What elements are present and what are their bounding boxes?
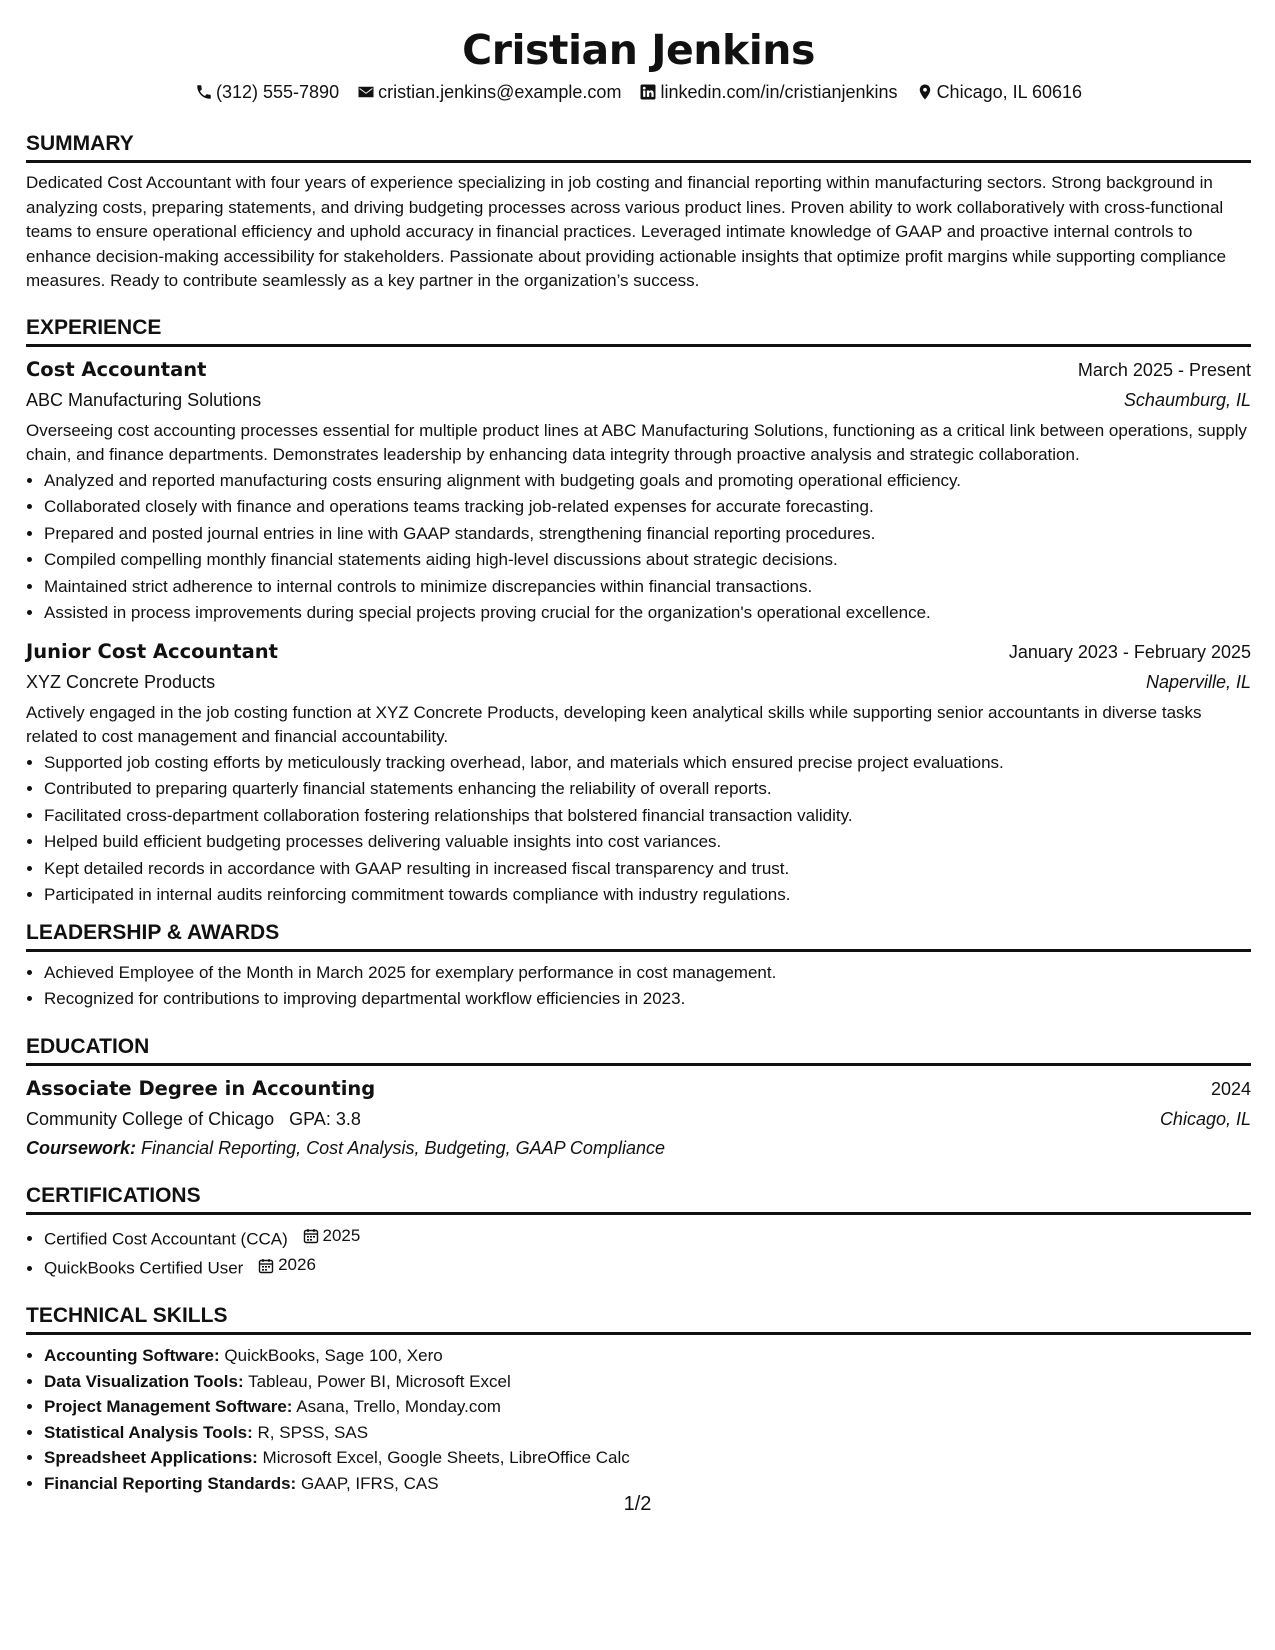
section-title: CERTIFICATIONS bbox=[26, 1182, 1251, 1215]
leadership-section bbox=[26, 919, 1251, 1013]
cert-name: QuickBooks Certified User bbox=[44, 1258, 244, 1278]
list-item: • Analyzed and reported manufacturing costs ensuring alignment with budgeting goals and promoting operational efficiency. bbox=[44, 468, 1251, 495]
linkedin-icon bbox=[639, 83, 657, 101]
section-title: SUMMARY bbox=[26, 130, 1251, 163]
skills-list bbox=[26, 1343, 1251, 1497]
education-section bbox=[26, 1033, 1251, 1162]
linkedin-text: linkedin.com/in/cristianjenkins bbox=[660, 82, 898, 102]
company-name: ABC Manufacturing Solutions bbox=[26, 389, 262, 410]
summary-section bbox=[26, 130, 1251, 294]
job-title: Junior Cost Accountant bbox=[26, 639, 278, 663]
calendar-icon bbox=[258, 1258, 274, 1274]
candidate-name: Cristian Jenkins bbox=[462, 26, 815, 74]
cert-date bbox=[258, 1252, 316, 1279]
coursework-line bbox=[26, 1134, 1251, 1162]
list-item: • Facilitated cross-department collaboration fostering relationships that bolstered financial transaction validity. bbox=[44, 803, 1251, 830]
contact-email[interactable] bbox=[357, 80, 621, 104]
summary-text: Dedicated Cost Accountant with four years of experience specializing in job costing and financial reporting within manufacturing sectors. Strong background in analyzing costs, preparing statements, and driving budgeting processes across various product lines. Proven ability to work collaboratively with cross-functional teams to ensure operational efficiency and uphold accuracy in financial practices. Leveraged intimate knowledge of GAAP and proactive internal controls to enhance decision-making accessibility for stakeholders. Passionate about providing actionable insights that optimize profit margins while supporting compliance measures. Ready to contribute seamlessly as a key partner in the organization’s success. bbox=[26, 173, 1227, 290]
skill-label: Project Management Software: bbox=[44, 1397, 293, 1417]
skill-value: Asana, Trello, Monday.com bbox=[296, 1397, 501, 1417]
school-line bbox=[26, 1104, 361, 1134]
coursework-label: Coursework: bbox=[26, 1137, 137, 1158]
skill-label: Data Visualization Tools: bbox=[44, 1371, 244, 1391]
list-item: • Achieved Employee of the Month in March 2025 for exemplary performance in cost management. bbox=[44, 960, 1251, 987]
contact-bar bbox=[26, 80, 1251, 104]
envelope-icon bbox=[357, 83, 375, 101]
coursework-list: Financial Reporting, Cost Analysis, Budgeting, GAAP Compliance bbox=[141, 1137, 665, 1158]
job-location: Schaumburg, IL bbox=[1123, 389, 1251, 410]
job-bullets bbox=[26, 750, 1251, 909]
skill-value: QuickBooks, Sage 100, Xero bbox=[224, 1346, 443, 1365]
list-item bbox=[44, 1394, 1251, 1420]
job-title: Cost Accountant bbox=[26, 357, 207, 381]
section-title: EXPERIENCE bbox=[26, 314, 1251, 347]
cert-date bbox=[303, 1223, 361, 1250]
skill-label: Financial Reporting Standards: bbox=[44, 1473, 297, 1493]
company-name: XYZ Concrete Products bbox=[26, 671, 216, 692]
list-item: • Helped build efficient budgeting processes delivering valuable insights into cost variances. bbox=[44, 829, 1251, 856]
email-text: cristian.jenkins@example.com bbox=[378, 82, 622, 102]
skill-value: Microsoft Excel, Google Sheets, LibreOffice Calc bbox=[262, 1448, 630, 1468]
job-dates: March 2025 - Present bbox=[1077, 359, 1251, 380]
list-item: • Kept detailed records in accordance with GAAP resulting in increased fiscal transparency and trust. bbox=[44, 856, 1251, 883]
skill-label: Accounting Software: bbox=[44, 1346, 220, 1365]
awards-list bbox=[26, 960, 1251, 1013]
list-item: • Assisted in process improvements during special projects proving crucial for the organization's operational excellence. bbox=[44, 600, 1251, 627]
list-item: • Compiled compelling monthly financial statements aiding high-level discussions about strategic decisions. bbox=[44, 547, 1251, 574]
job-description: Overseeing cost accounting processes essential for multiple product lines at ABC Manufacturing Solutions, functioning as a critical link between operations, supply chain, and finance departments. Demonstrates leadership by enhancing data integrity through proactive analysis and strategic collaboration. bbox=[26, 420, 1247, 464]
experience-section bbox=[26, 314, 1251, 909]
cert-year: 2025 bbox=[322, 1225, 361, 1245]
skill-value: Tableau, Power BI, Microsoft Excel bbox=[248, 1371, 511, 1391]
job-entry bbox=[26, 355, 1251, 627]
location-text: Chicago, IL 60616 bbox=[936, 82, 1083, 102]
gpa: GPA: 3.8 bbox=[289, 1108, 361, 1129]
section-title: TECHNICAL SKILLS bbox=[26, 1302, 1251, 1335]
certifications-list bbox=[26, 1223, 1251, 1283]
cert-year: 2026 bbox=[278, 1255, 316, 1275]
list-item bbox=[44, 1369, 1251, 1395]
graduation-year: 2024 bbox=[1210, 1078, 1251, 1099]
job-dates: January 2023 - February 2025 bbox=[1008, 641, 1251, 662]
skill-value: R, SPSS, SAS bbox=[257, 1422, 369, 1442]
skill-label: Statistical Analysis Tools: bbox=[44, 1422, 253, 1442]
list-item bbox=[44, 1420, 1251, 1446]
page-indicator: 1/2 bbox=[623, 1493, 652, 1515]
job-bullets bbox=[26, 468, 1251, 627]
section-title: LEADERSHIP & AWARDS bbox=[26, 919, 1251, 952]
contact-linkedin[interactable] bbox=[639, 80, 897, 104]
list-item: • Participated in internal audits reinforcing commitment towards compliance with industry regulations. bbox=[44, 882, 1251, 909]
job-entry bbox=[26, 637, 1251, 909]
list-item bbox=[44, 1445, 1251, 1471]
phone-icon bbox=[195, 83, 213, 101]
list-item: • Maintained strict adherence to internal controls to minimize discrepancies within financial transactions. bbox=[44, 574, 1251, 601]
phone-text: (312) 555-7890 bbox=[215, 82, 340, 102]
list-item bbox=[44, 1252, 1251, 1282]
list-item: • Contributed to preparing quarterly financial statements enhancing the reliability of overall reports. bbox=[44, 776, 1251, 803]
list-item: • Supported job costing efforts by meticulously tracking overhead, labor, and materials which ensured precise project evaluations. bbox=[44, 750, 1251, 777]
calendar-icon bbox=[303, 1228, 319, 1244]
skill-label: Spreadsheet Applications: bbox=[44, 1448, 258, 1468]
list-item: • Collaborated closely with finance and operations teams tracking job-related expenses for accurate forecasting. bbox=[44, 494, 1251, 521]
cert-name: Certified Cost Accountant (CCA) bbox=[44, 1228, 288, 1248]
job-description: Actively engaged in the job costing function at XYZ Concrete Products, developing keen analytical skills while supporting senior accountants in diverse tasks related to cost management and financial accountability. bbox=[26, 702, 1202, 746]
resume-page bbox=[26, 0, 1251, 1497]
certifications-section bbox=[26, 1182, 1251, 1283]
list-item: • Recognized for contributions to improving departmental workflow efficiencies in 2023. bbox=[44, 986, 1251, 1013]
job-location: Naperville, IL bbox=[1145, 671, 1251, 692]
section-title: EDUCATION bbox=[26, 1033, 1251, 1066]
skill-value: GAAP, IFRS, CAS bbox=[300, 1473, 439, 1493]
school-name: Community College of Chicago bbox=[26, 1108, 275, 1129]
skills-section bbox=[26, 1302, 1251, 1497]
degree-title: Associate Degree in Accounting bbox=[26, 1076, 376, 1100]
school-location: Chicago, IL bbox=[1159, 1108, 1251, 1129]
list-item: • Prepared and posted journal entries in line with GAAP standards, strengthening financial reporting procedures. bbox=[44, 521, 1251, 548]
list-item bbox=[44, 1343, 1251, 1369]
list-item bbox=[44, 1223, 1251, 1253]
contact-phone[interactable] bbox=[195, 80, 339, 104]
contact-location bbox=[916, 80, 1082, 104]
map-pin-icon bbox=[916, 83, 934, 101]
